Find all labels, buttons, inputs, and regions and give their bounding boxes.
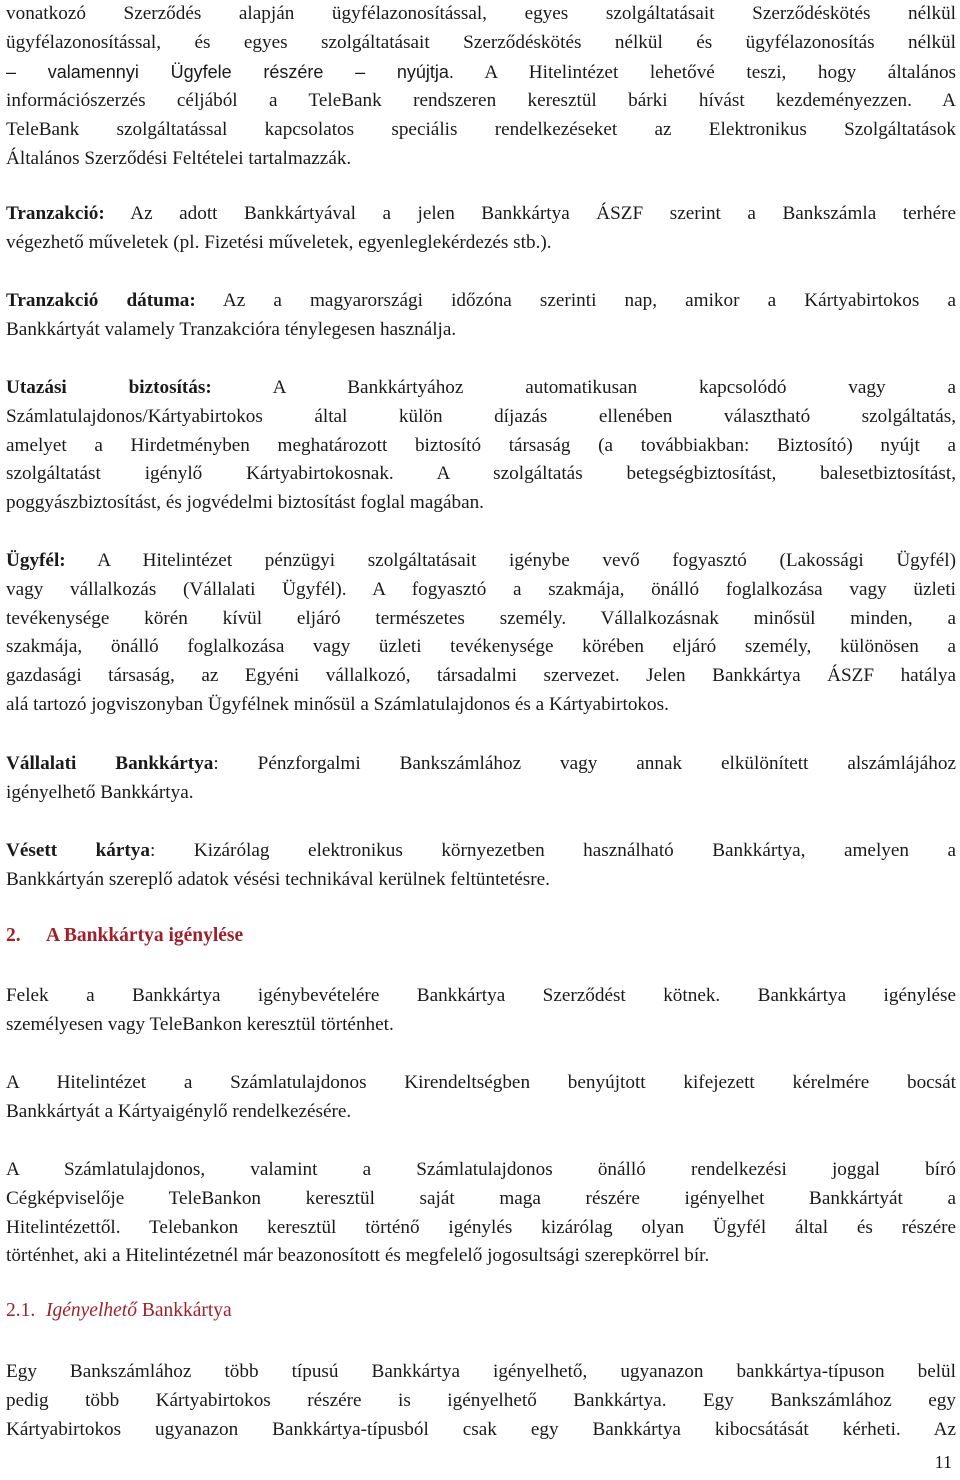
text-line: információszerzés céljából a TeleBank rendszeren keresztül bárki hívást kezdeményezzen. A (6, 90, 956, 112)
subsection-heading (6, 1300, 232, 1322)
text-line: gazdasági társaság, az Egyéni vállalkozó, társadalmi szervezet. Jelen Bankkártya ÁSZF hatálya (6, 665, 956, 687)
text-line (6, 200, 956, 229)
definition-utazasi-biztositas (6, 374, 956, 518)
text-line: A Hitelintézet a Számlatulajdonos Kirendeltségben benyújtott kifejezett kérelmére bocsát (6, 1072, 956, 1093)
text-line (6, 547, 956, 576)
paragraph-telebank (6, 0, 956, 174)
text-line: tevékenysége körén kívül eljáró természetes személy. Vállalkozásnak minősül minden, a (6, 607, 956, 629)
subsection-number: 2.1. (6, 1300, 36, 1321)
definition-tranzakcio (6, 200, 956, 258)
section-heading (6, 925, 243, 947)
text-segment: A Bankkártyához automatikusan kapcsolódó vagy a (211, 377, 956, 398)
text-line: szolgáltatást igénylő Kártyabirtokosnak. A szolgáltatás betegségbiztosítást, balesetbiztosítást, (6, 463, 956, 485)
text-line: alá tartozó jogviszonyban Ügyfélnek minősül a Számlatulajdonos és a Kártyabirtokos. (6, 693, 669, 715)
paragraph-egy-bankszamlahoz (6, 1358, 956, 1444)
text-line: Számlatulajdonos/Kártyabirtokos által külön díjazás ellenében választható szolgáltatás, (6, 405, 956, 427)
text-segment: A Hitelintézet lehetővé teszi, hogy általános (453, 61, 957, 83)
definition-term: Tranzakció dátuma: (6, 290, 196, 311)
definition-vesett-kartya (6, 837, 956, 895)
text-line: végezhető műveletek (pl. Fizetési műveletek, egyenleglekérdezés stb.). (6, 231, 552, 253)
text-line: Hitelintézettől. Telebankon keresztül történő igénylés kizárólag olyan Ügyfél által és részére (6, 1216, 956, 1238)
text-line (6, 750, 956, 779)
text-line (6, 837, 956, 866)
text-line: amelyet a Hirdetményben meghatározott biztosító társaság (a továbbiakban: Biztosító) nyújt a (6, 434, 956, 456)
subsection-title-italic: Igényelhető (46, 1300, 137, 1321)
text-line: pedig több Kártyabirtokos részére is igényelhető Bankkártya. Egy Bankszámlához egy (6, 1389, 956, 1411)
section-number: 2. (6, 925, 21, 946)
text-line: vonatkozó Szerződés alapján ügyfélazonosítással, egyes szolgáltatásait Szerződéskötés nélkül (6, 3, 956, 24)
paragraph-hitelintezet (6, 1069, 956, 1127)
text-line: TeleBank szolgáltatással kapcsolatos speciális rendelkezéseket az Elektronikus Szolgáltatások (6, 119, 956, 141)
page-number: 11 (934, 1452, 952, 1472)
subsection-title: Bankkártya (136, 1300, 232, 1321)
text-segment: Az a magyarországi időzóna szerinti nap, amikor a Kártyabirtokos a (195, 290, 956, 311)
definition-term: Vésett kártya (6, 840, 150, 861)
text-line: Kártyabirtokos ugyanazon Bankkártya-típusból csak egy Bankkártya kibocsátását kérheti. Az (6, 1418, 956, 1440)
text-segment: : Kizárólag elektronikus környezetben használható Bankkártya, amelyen a (150, 840, 956, 861)
text-segment: – valamennyi Ügyfele részére – nyújtja. (6, 61, 454, 82)
text-line: igényelhető Bankkártya. (6, 781, 194, 803)
definition-vallalati-bankkartya (6, 750, 956, 808)
paragraph-felek (6, 982, 956, 1040)
text-line: Egy Bankszámlához több típusú Bankkártya igényelhető, ugyanazon bankkártya-típuson belül (6, 1361, 956, 1382)
text-line: Felek a Bankkártya igénybevételére Bankkártya Szerződést kötnek. Bankkártya igénylése (6, 985, 956, 1006)
text-segment: A Hitelintézet pénzügyi szolgáltatásait igénybe vevő fogyasztó (Lakossági Ügyfél) (65, 550, 956, 571)
text-line: személyesen vagy TeleBankon keresztül történhet. (6, 1013, 394, 1035)
text-segment: Az adott Bankkártyával a jelen Bankkártya ÁSZF szerint a Bankszámla terhére (104, 203, 956, 224)
paragraph-szamlatulajdonos (6, 1156, 956, 1271)
text-line: történhet, aki a Hitelintézetnél már beazonosított és megfelelő jogosultsági szerepkörrel bír. (6, 1245, 710, 1267)
text-line: Általános Szerződési Feltételei tartalmazzák. (6, 147, 352, 169)
text-line (6, 287, 956, 316)
text-line (6, 58, 956, 88)
text-line: Cégképviselője TeleBankon keresztül saját maga részére igényelhet Bankkártyát a (6, 1187, 956, 1209)
text-line: A Számlatulajdonos, valamint a Számlatulajdonos önálló rendelkezési joggal bíró (6, 1159, 956, 1180)
text-line: ügyfélazonosítással, és egyes szolgáltatásait Szerződéskötés nélkül és ügyfélazonosítás nélkül (6, 31, 956, 53)
text-line: vagy vállalkozás (Vállalati Ügyfél). A fogyasztó a szakmája, önálló foglalkozása vagy üzleti (6, 578, 956, 600)
definition-tranzakcio-datuma (6, 287, 956, 345)
text-line (6, 374, 956, 403)
text-line: Bankkártyát valamely Tranzakcióra ténylegesen használja. (6, 318, 457, 340)
text-line: szakmája, önálló foglalkozása vagy üzleti tevékenysége körében eljáró személy, különösen a (6, 636, 956, 658)
section-title: A Bankkártya igénylése (46, 925, 244, 946)
definition-ugyfel (6, 547, 956, 720)
definition-term: Utazási biztosítás: (6, 377, 212, 398)
definition-term: Tranzakció: (6, 203, 105, 224)
text-line: Bankkártyán szereplő adatok vésési technikával kerülnek feltüntetésre. (6, 868, 550, 890)
text-line: poggyászbiztosítást, és jogvédelmi biztosítást foglal magában. (6, 492, 484, 514)
definition-term: Vállalati Bankkártya (6, 753, 214, 774)
text-segment: : Pénzforgalmi Bankszámlához vagy annak elkülönített alszámlájához (213, 753, 956, 774)
text-line: Bankkártyát a Kártyaigénylő rendelkezésére. (6, 1100, 352, 1122)
definition-term: Ügyfél: (6, 550, 66, 571)
